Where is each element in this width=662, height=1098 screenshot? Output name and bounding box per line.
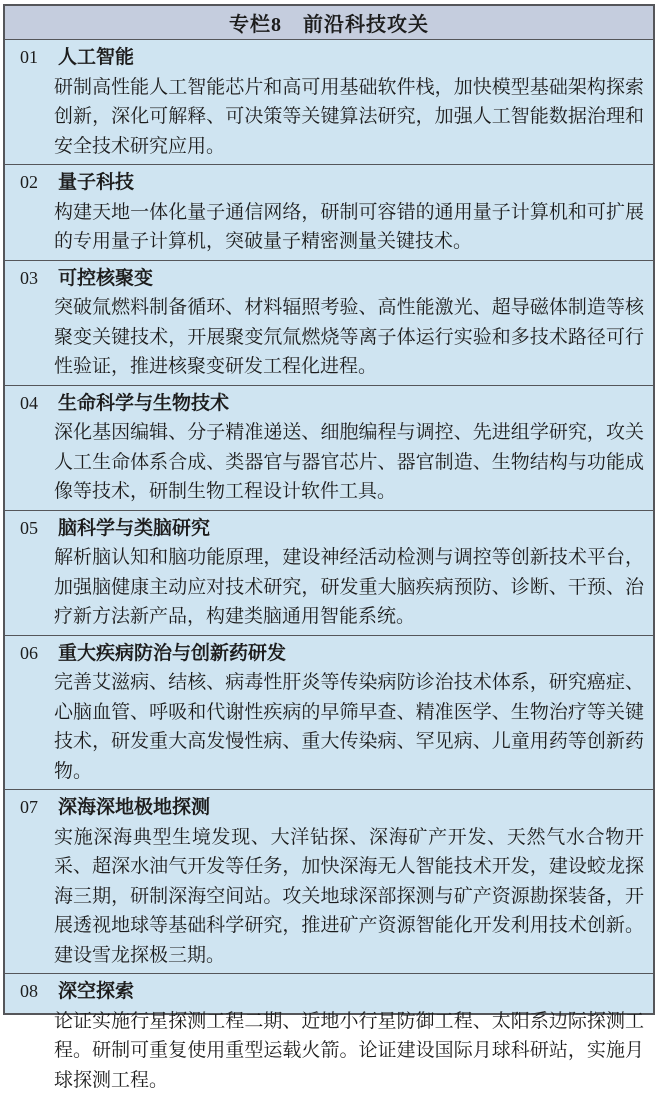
section-number: 04 (20, 392, 38, 413)
section-body: 论证实施行星探测工程二期、近地小行星防御工程、太阳系边际探测工程。研制可重复使用重型运载火箭。论证建设国际月球科研站，实施月球探测工程。 (54, 1010, 644, 1091)
section-row (5, 165, 653, 261)
panel-title: 专栏8 前沿科技攻关 (5, 6, 653, 40)
section-heading: 深空探索 (58, 981, 135, 1002)
section-number: 05 (20, 517, 38, 538)
section-number: 08 (20, 981, 38, 1001)
section-row (5, 386, 653, 511)
section-number: 07 (20, 797, 38, 817)
section-body: 突破氚燃料制备循环、材料辐照考验、高性能激光、超导磁体制造等核聚变关键技术，开展聚变氘氚燃烧等离子体运行实验和多技术路径可行性验证，推进核聚变研发工程化进程。 (54, 297, 644, 377)
section-row (5, 261, 653, 386)
section-body: 完善艾滋病、结核、病毒性肝炎等传染病防诊治技术体系，研究癌症、心脑血管、呼吸和代谢性疾病的早筛早查、精准医学、生物治疗等关键技术，研发重大高发慢性病、重大传染病、罕见病、儿童用药等创新药物。 (54, 672, 644, 782)
section-number: 03 (20, 267, 38, 288)
feature-box (3, 4, 655, 1091)
section-row (5, 790, 653, 974)
section-body: 深化基因编辑、分子精准递送、细胞编程与调控、先进组学研究，攻关人工生命体系合成、类器官与器官芯片、器官制造、生物结构与功能成像等技术，研制生物工程设计软件工具。 (54, 422, 644, 502)
sections-list (5, 40, 653, 1098)
section-heading: 脑科学与类脑研究 (58, 517, 211, 539)
section-heading: 生命科学与生物技术 (58, 392, 230, 414)
section-number: 01 (20, 47, 38, 67)
section-heading: 重大疾病防治与创新药研发 (58, 642, 287, 664)
section-body: 实施深海典型生境发现、大洋钻探、深海矿产开发、天然气水合物开采、超深水油气开发等任务，加快深海无人智能技术开发，建设蛟龙探海三期，研制深海空间站。攻关地球深部探测与矿产资源勘探装备，开展透视地球等基础科学研究，推进矿产资源智能化开发利用技术创新。建设雪龙探极三期。 (54, 826, 644, 966)
section-heading: 可控核聚变 (58, 267, 154, 289)
section-body: 解析脑认知和脑功能原理，建设神经活动检测与调控等创新技术平台，加强脑健康主动应对技术研究，研发重大脑疾病预防、诊断、干预、治疗新方法新产品，构建类脑通用智能系统。 (54, 547, 644, 627)
section-body: 研制高性能人工智能芯片和高可用基础软件栈，加快模型基础架构探索创新，深化可解释、可决策等关键算法研究，加强人工智能数据治理和安全技术研究应用。 (54, 76, 644, 157)
section-number: 02 (20, 172, 38, 192)
section-heading: 人工智能 (58, 47, 135, 68)
section-row (5, 974, 653, 1098)
section-number: 06 (20, 642, 38, 663)
section-heading: 深海深地极地探测 (58, 797, 211, 818)
section-row (5, 40, 653, 165)
section-row (5, 511, 653, 636)
section-heading: 量子科技 (58, 172, 135, 193)
section-body: 构建天地一体化量子通信网络，研制可容错的通用量子计算机和可扩展的专用量子计算机，突破量子精密测量关键技术。 (54, 201, 644, 252)
section-row (5, 636, 653, 791)
